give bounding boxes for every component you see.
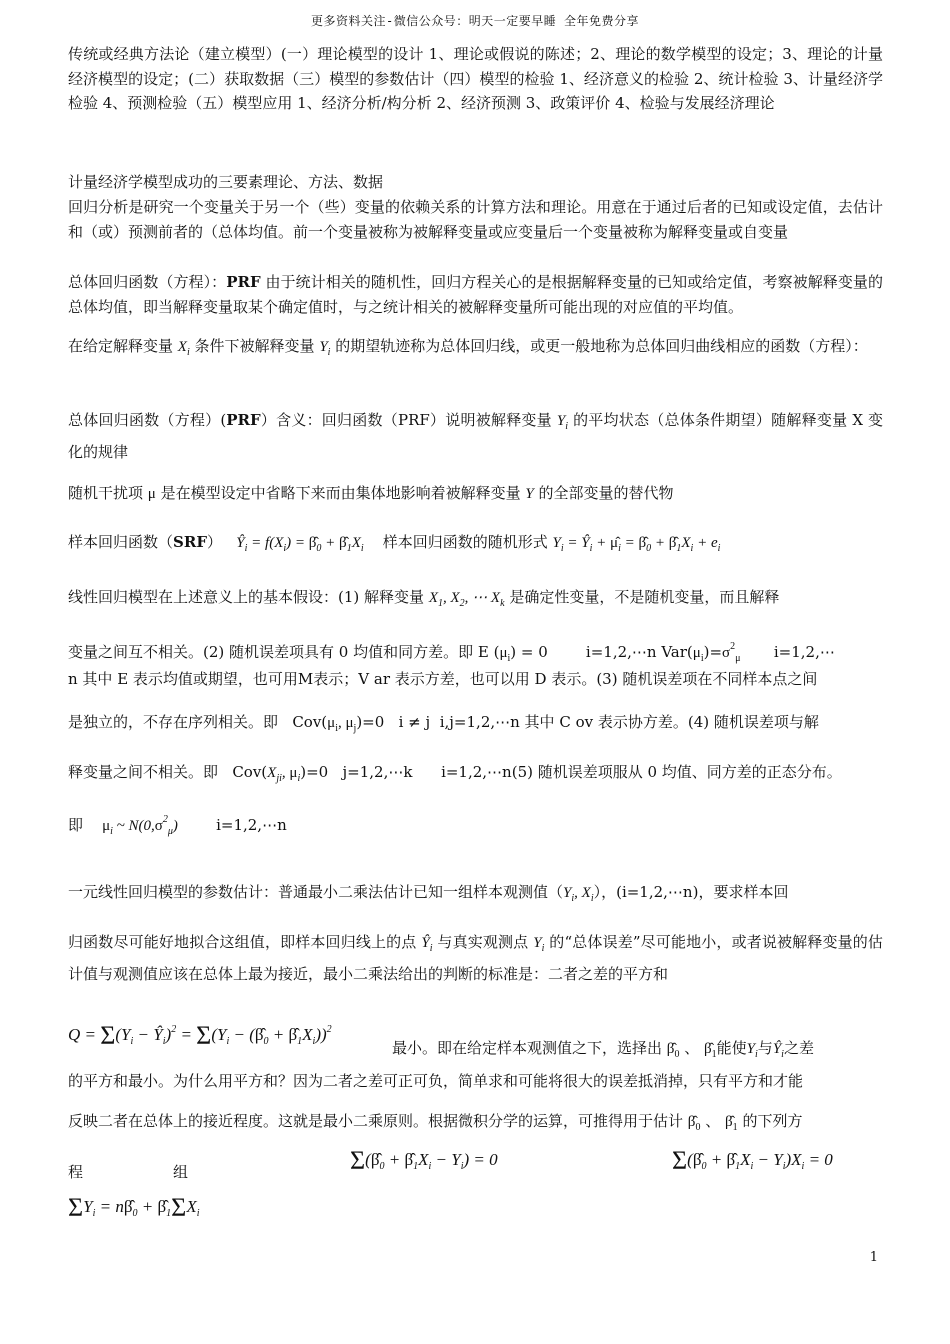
- paragraph-least-squares-principle: 反映二者在总体上的接近程度。这就是最小二乘原则。根据微积分学的运算，可推得用于估计 $\betâ_0$ 、 $\betâ_1$ 的下列方: [68, 1112, 803, 1133]
- srf-equation: $Ŷ_i = f(X_i)$ = $\betâ_0$ + $\betâ_1X_i$: [236, 535, 364, 554]
- paragraph-assumption-2: 变量之间互不相关。(2) 随机误差项具有 0 均值和同方差。即 E $(\mu_i) = 0$ i=1,2,⋯n $Var(\mu_i)=\sigma^2_\mu$ i=1,2,⋯: [68, 641, 835, 664]
- paragraph-equation-system-label: 程 组: [68, 1163, 189, 1181]
- paragraph-ols-criterion: 归函数尽可能好地拟合这组值，即样本回归线上的点 $Ŷ_i$ 与真实观测点 $Y_i$ 的“总体误差”尽可能地小，或者说被解释变量的估计值与观测值应该在总体上最为接近，最小二乘法给出的判断的标准是：二者之差的平方和: [68, 933, 883, 983]
- paragraph-prf: 总体回归函数（方程）：PRF 由于统计相关的随机性，回归方程关心的是根据解释变量的已知或给定值，考察被解释变量的总体均值，即当解释变量取某个确定值时，与之统计相关的被解释变量所可能出现的对应值的平均值。: [68, 273, 883, 316]
- srf-random-form: $Y_i$ = $Ŷ_i$ + $\mû_i$ = $\betâ_0$ + $\betâ_1X_i + e_i$: [552, 535, 721, 554]
- paragraph-three-elements: 计量经济学模型成功的三要素理论、方法、数据: [68, 173, 384, 191]
- page-header: 更多资料关注-微信公众号：明天一定要早睡 全年免费分享: [311, 14, 639, 28]
- normal-distribution-formula: $\mu_i$ ~ $N(0,\sigma^2_\mu)$: [102, 814, 178, 837]
- normal-equation-2: $\Sigma(\betâ_0$ + $\betâ_1X_i - Y_i)X_i = 0$: [672, 1146, 833, 1175]
- paragraph-prf-meaning: 总体回归函数（方程）(PRF）含义：回归函数（PRF）说明被解释变量 $Y_i$ 的平均状态（总体条件期望）随解释变量 X 变化的规律: [68, 411, 883, 461]
- paragraph-regression-line: 在给定解释变量 $X_i$ 条件下被解释变量 $Y_i$ 的期望轨迹称为总体回归线，或更一般地称为总体回归曲线相应的函数（方程）：: [68, 337, 868, 358]
- paragraph-why-squares: 的平方和最小。为什么用平方和？因为二者之差可正可负，简单求和可能将很大的误差抵消掉，只有平方和才能: [68, 1072, 804, 1090]
- ols-sum-of-squares-formula: $Q = \Sigma(Y_i$ − $Ŷ_i)^2 = \Sigma(Y_i$ − ($\betâ_0$ + $\betâ_1X_i))^2$: [68, 1021, 332, 1050]
- paragraph-assumptions: 线性回归模型在上述意义上的基本假设：(1) 解释变量 $X_1$, $X_2$, ⋯ $X_k$ 是确定性变量，不是随机变量，而且解释: [68, 588, 780, 609]
- paragraph-assumption-4: 释变量之间不相关。即 $Cov(X_{ji}$, $\mu_i)=0$ j=1,2,⋯k i=1,2,⋯n(5) 随机误差项服从 0 均值、同方差的正态分布。: [68, 763, 842, 784]
- paragraph-regression-analysis: 回归分析是研究一个变量关于另一个（些）变量的依赖关系的计算方法和理论。用意在于通过后者的已知或设定值，去估计和（或）预测前者的（总体均值。前一个变量被称为被解释变量或应变量后一个变量被称为解释变量或自变量: [68, 198, 883, 241]
- paragraph-minimum: 最小。即在给定样本观测值之下，选择出 $\betâ_0$ 、 $\betâ_1$能使$Y_i$与$Ŷ_i$之差: [392, 1039, 814, 1060]
- page-number: 1: [869, 1250, 878, 1265]
- paragraph-assumption-3: n 其中 E 表示均值或期望，也可用M表示；V ar 表示方差，也可以用 D 表示。(3) 随机误差项在不同样本点之间: [68, 670, 818, 688]
- paragraph-disturbance: 随机干扰项 μ 是在模型设定中省略下来而由集体地影响着被解释变量 Y 的全部变量的替代物: [68, 484, 674, 502]
- paragraph-methodology: 传统或经典方法论（建立模型）(一）理论模型的设计 1、理论或假说的陈述；2、理论的数学模型的设定；3、理论的计量经济模型的设定；(二）获取数据（三）模型的参数估计（四）模型的检验 1、经济意义的检验 2、统计检验 3、计量经济学检验 4、预测检验（五）模型应用 1、经济分析/构分析 2、经济预测 3、政策评价 4、检验与发展经济理论: [68, 45, 883, 112]
- paragraph-srf: 样本回归函数（SRF） $Ŷ_i = f(X_i)$ = $\betâ_0$ + $\betâ_1X_i$ 样本回归函数的随机形式 $Y_i$ = $Ŷ_i$ + $\mû_i$ = $\betâ_0$ + $\betâ_1X_i + e_i$: [68, 533, 721, 554]
- normal-equation-1: $\Sigma(\betâ_0$ + $\betâ_1X_i - Y_i) = 0$: [350, 1146, 498, 1175]
- paragraph-ols-estimation: 一元线性回归模型的参数估计：普通最小二乘法估计已知一组样本观测值（$Y_i$, $X_i$），(i=1,2,⋯n)，要求样本回: [68, 883, 789, 904]
- paragraph-normal-distribution: 即 $\mu_i$ ~ $N(0,\sigma^2_\mu)$ i=1,2,⋯n: [68, 814, 287, 837]
- normal-equation-3: $\Sigma Y_i$ = $n\betâ_0$ + $\betâ_1\Sigma X_i$: [68, 1193, 200, 1222]
- paragraph-independence: 是独立的，不存在序列相关。即 $Cov(\mu_i$, $\mu_j)=0$ i ≠ j i,j=1,2,⋯n 其中 C ov 表示协方差。(4) 随机误差项与解: [68, 713, 819, 734]
